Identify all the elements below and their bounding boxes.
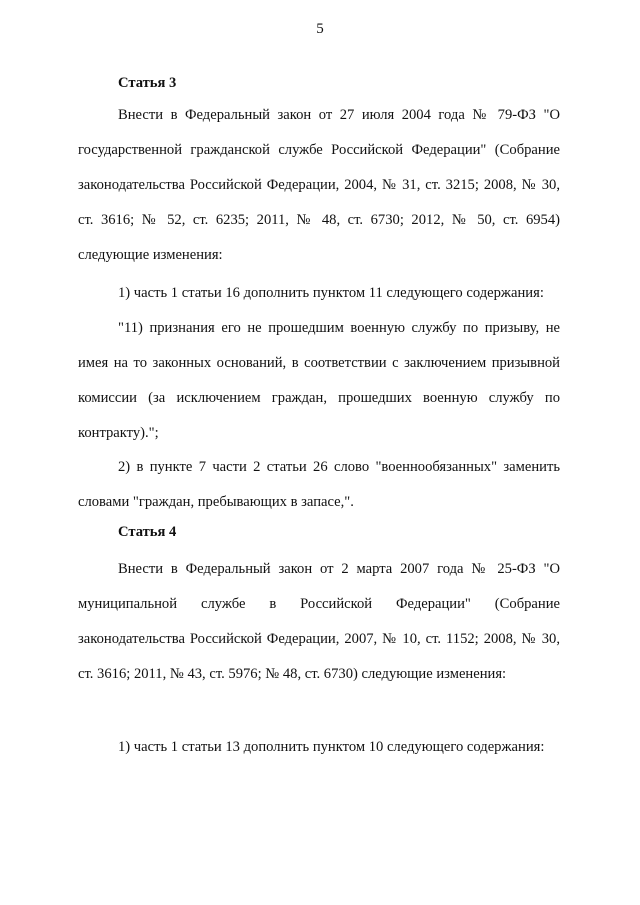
page-number: 5 <box>316 21 324 37</box>
article-3-item-1-quote: "11) признания его не прошедшим военную службу по призыву, не имея на то законных оснований, в соответствии с заключением призывной комиссии (за исключением граждан, прошедших военную службу по контракту)."; <box>78 320 560 441</box>
article-3-intro-block <box>78 98 560 273</box>
article-4-item-1-block <box>78 730 560 765</box>
article-4-heading: Статья 4 <box>118 524 177 540</box>
article-3-item-2: 2) в пункте 7 части 2 статьи 26 слово "военнообязанных" заменить словами "граждан, пребывающих в запасе,". <box>78 459 560 510</box>
article-3-item-1: 1) часть 1 статьи 16 дополнить пунктом 11 следующего содержания: <box>118 285 544 301</box>
article-4-intro: Внести в Федеральный закон от 2 марта 2007 года № 25-ФЗ "О муниципальной службе в Российской Федерации" (Собрание законодательства Российской Федерации, 2007, № 10, ст. 1152; 2008, № 30, ст. 3616; 2011, № 43, ст. 5976; № 48, ст. 6730) следующие изменения: <box>78 561 560 682</box>
article-3-item-1-block <box>78 276 560 311</box>
article-4-intro-block <box>78 552 560 692</box>
article-3-item-2-block <box>78 450 560 520</box>
article-4-item-1: 1) часть 1 статьи 13 дополнить пунктом 10 следующего содержания: <box>118 739 545 755</box>
article-3-intro: Внести в Федеральный закон от 27 июля 2004 года № 79-ФЗ "О государственной гражданской службе Российской Федерации" (Собрание законодательства Российской Федерации, 2004, № 31, ст. 3215; 2008, № 30, ст. 3616; № 52, ст. 6235; 2011, № 48, ст. 6730; 2012, № 50, ст. 6954) следующие изменения: <box>78 107 560 263</box>
article-3 <box>78 72 560 94</box>
article-3-heading: Статья 3 <box>118 75 177 91</box>
article-3-item-1-quote-block <box>78 311 560 451</box>
article-4 <box>78 521 560 543</box>
